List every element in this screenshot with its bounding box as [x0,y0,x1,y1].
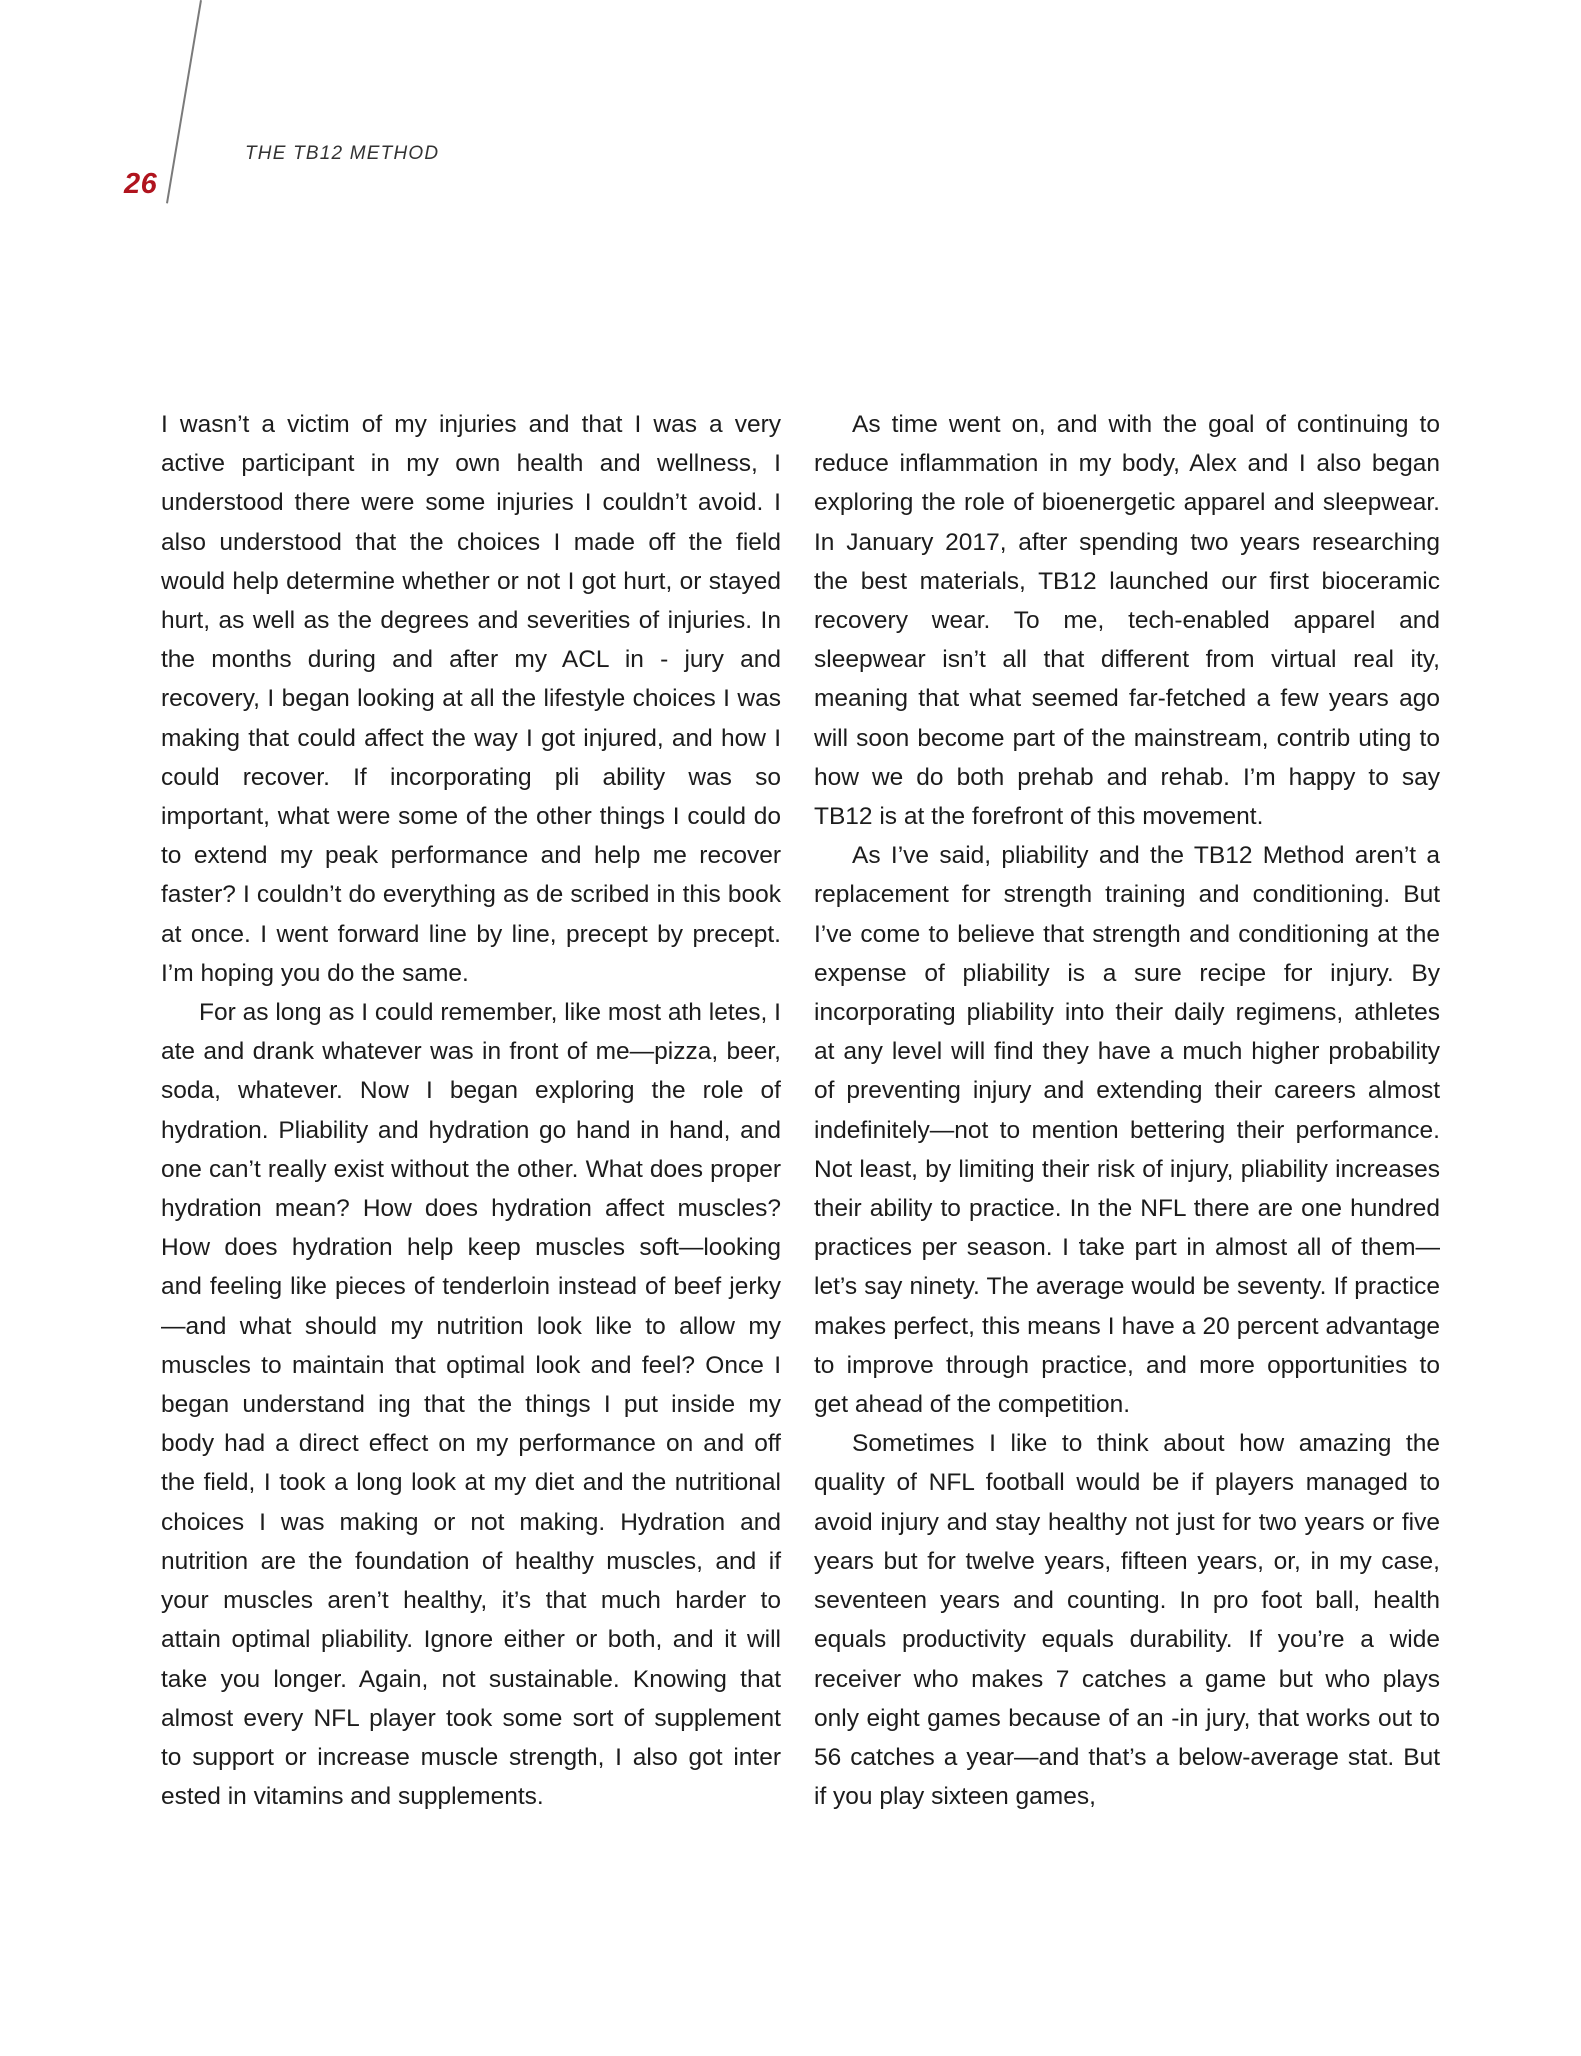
right-column [814,405,1440,1816]
header-divider-line [166,0,202,204]
left-column [161,405,781,1816]
page-number: 26 [124,168,158,200]
paragraph: For as long as I could remember, like most ath letes, I ate and drank whatever was in front of me—pizza, beer, soda, whatever. Now I began exploring the role of hydration. Pliability and hydration go hand in hand, and one can’t really exist without the other. What does proper hydration mean? How does hydration affect muscles? How does hydration help keep muscles soft—looking and feeling like pieces of tenderloin instead of beef jerky—and what should my nutrition look like to allow my muscles to maintain that optimal look and feel? Once I began understand ing that the things I put inside my body had a direct effect on my performance on and off the field, I took a long look at my diet and the nutritional choices I was making or not making. Hydration and nutrition are the foundation of healthy muscles, and if your muscles aren’t healthy, it’s that much harder to attain optimal pliability. Ignore either or both, and it will take you longer. Again, not sustainable. Knowing that almost every NFL player took some sort of supplement to support or increase muscle strength, I also got inter ested in vitamins and supplements. [161,999,781,1811]
running-head: THE TB12 METHOD [245,143,440,164]
paragraph: As time went on, and with the goal of continuing to reduce inflammation in my body, Alex and I also began exploring the role of bioenergetic apparel and sleepwear. In January 2017, after spending two years researching the best materials, TB12 launched our first bioceramic recovery wear. To me, tech-enabled apparel and sleepwear isn’t all that different from virtual real ity, meaning that what seemed far-fetched a few years ago will soon become part of the mainstream, contrib uting to how we do both prehab and rehab. I’m happy to say TB12 is at the forefront of this movement. [814,411,1440,831]
paragraph: I wasn’t a victim of my injuries and that I was a very active participant in my own health and wellness, I understood there were some injuries I couldn’t avoid. I also understood that the choices I made off the field would help determine whether or not I got hurt, or stayed hurt, as well as the degrees and severities of injuries. In the months during and after my ACL in - jury and recovery, I began looking at all the lifestyle choices I was making that could affect the way I got injured, and how I could recover. If incorporating pli ability was so important, what were some of the other things I could do to extend my peak performance and help me recover faster? I couldn’t do everything as de scribed in this book at once. I went forward line by line, precept by precept. I’m hoping you do the same. [161,411,781,987]
paragraph: As I’ve said, pliability and the TB12 Method aren’t a replacement for strength training and conditioning. But I’ve come to believe that strength and conditioning at the expense of pliability is a sure recipe for injury. By incorporating pliability into their daily regimens, athletes at any level will find they have a much higher probability of preventing injury and extending their careers almost indefinitely—not to mention bettering their performance. Not least, by limiting their risk of injury, pliability increases their ability to practice. In the NFL there are one hundred practices per season. I take part in almost all of them—let’s say ninety. The average would be seventy. If practice makes perfect, this means I have a 20 percent advantage to improve through practice, and more opportunities to get ahead of the competition. [814,842,1440,1419]
paragraph: Sometimes I like to think about how amazing the quality of NFL football would be if players managed to avoid injury and stay healthy not just for two years or five years but for twelve years, fifteen years, or, in my case, seventeen years and counting. In pro foot ball, health equals productivity equals durability. If you’re a wide receiver who makes 7 catches a game but who plays only eight games because of an -in jury, that works out to 56 catches a year—and that’s a below-average stat. But if you play sixteen games, [814,1430,1440,1811]
